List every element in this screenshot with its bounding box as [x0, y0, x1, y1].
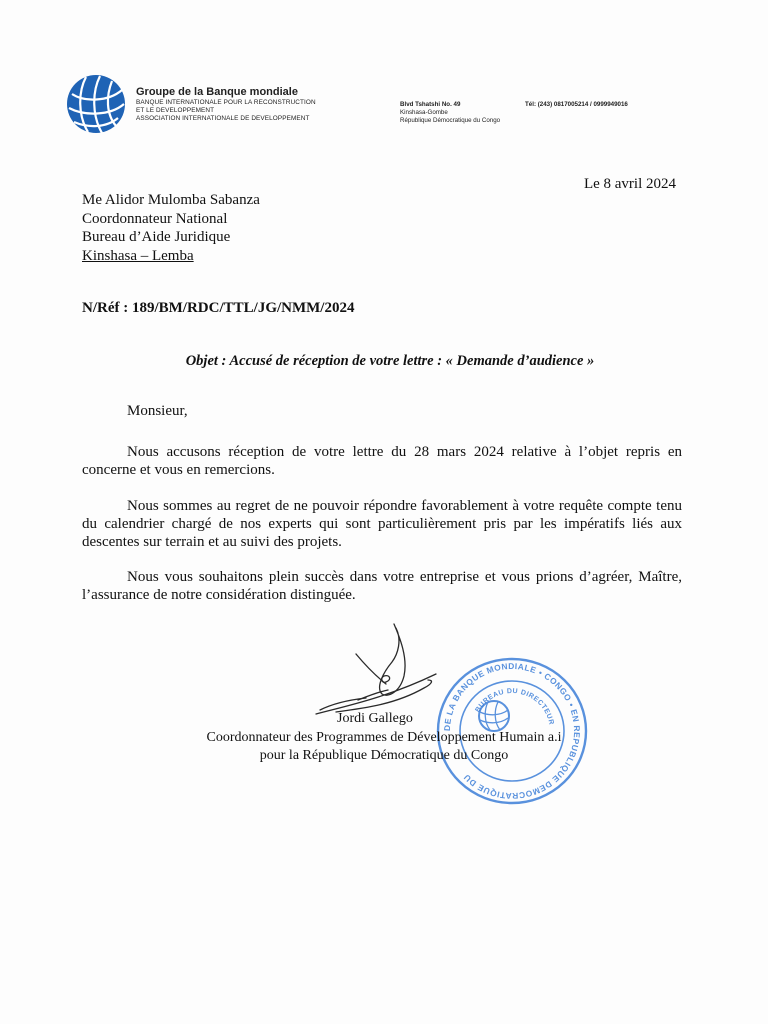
recipient-title: Coordonnateur National	[82, 210, 228, 227]
signer-title-line: Coordonnateur des Programmes de Développement Humain a.i	[206, 730, 562, 745]
address-country: République Démocratique du Congo	[400, 117, 501, 124]
recipient-block	[82, 191, 260, 265]
stamp-globe-icon	[479, 701, 509, 731]
world-bank-globe-logo	[64, 72, 128, 136]
address-street: Blvd Tshatshi No. 49	[400, 101, 461, 108]
recipient-office: Bureau d’Aide Juridique	[82, 229, 231, 245]
organization-line: ASSOCIATION INTERNATIONALE DE DEVELOPPEMENT	[136, 115, 310, 122]
body-paragraph: Nous accusons réception de votre lettre du 28 mars 2024 relative à l’objet repris en concerne et vous en remercions.	[82, 444, 682, 478]
salutation: Monsieur,	[127, 403, 188, 419]
signer-title	[0, 729, 768, 765]
recipient-name: Me Alidor Mulomba Sabanza	[82, 192, 260, 208]
address-city: Kinshasa-Gombe	[400, 109, 448, 116]
body-paragraph: Nous sommes au regret de ne pouvoir répondre favorablement à votre requête compte tenu du calendrier chargé de nos experts qui sont particulièrement pris par les impératifs liés aux descentes sur terrain et au suivi des projets.	[82, 498, 682, 550]
address-block	[400, 101, 500, 125]
phone-number: Tél: (243) 0817005214 / 0999949016	[525, 101, 628, 108]
organization-line: BANQUE INTERNATIONALE POUR LA RECONSTRUCTION	[136, 99, 316, 106]
organization-block	[136, 86, 316, 123]
organization-name: Groupe de la Banque mondiale	[136, 86, 298, 98]
stamp-outer-text: DE LA BANQUE MONDIALE • CONGO • EN REPUBLIQUE DEMOCRATIQUE DU	[441, 660, 583, 802]
stamp-inner-text: BUREAU DU DIRECTEUR	[474, 687, 555, 726]
recipient-city: Kinshasa – Lemba	[82, 247, 194, 264]
signer-name: Jordi Gallego	[337, 711, 413, 726]
body-paragraph: Nous vous souhaitons plein succès dans votre entreprise et vous prions d’agréer, Maître, l’assurance de notre considération distinguée.	[82, 569, 682, 603]
signer-title-line: pour la République Démocratique du Congo	[259, 748, 509, 763]
letter-date: Le 8 avril 2024	[583, 176, 676, 192]
subject-line: Objet : Accusé de réception de votre lettre : « Demande d’audience »	[185, 353, 595, 369]
organization-line: ET LE DEVELOPPEMENT	[136, 107, 215, 114]
reference-number: N/Réf : 189/BM/RDC/TTL/JG/NMM/2024	[82, 300, 355, 316]
